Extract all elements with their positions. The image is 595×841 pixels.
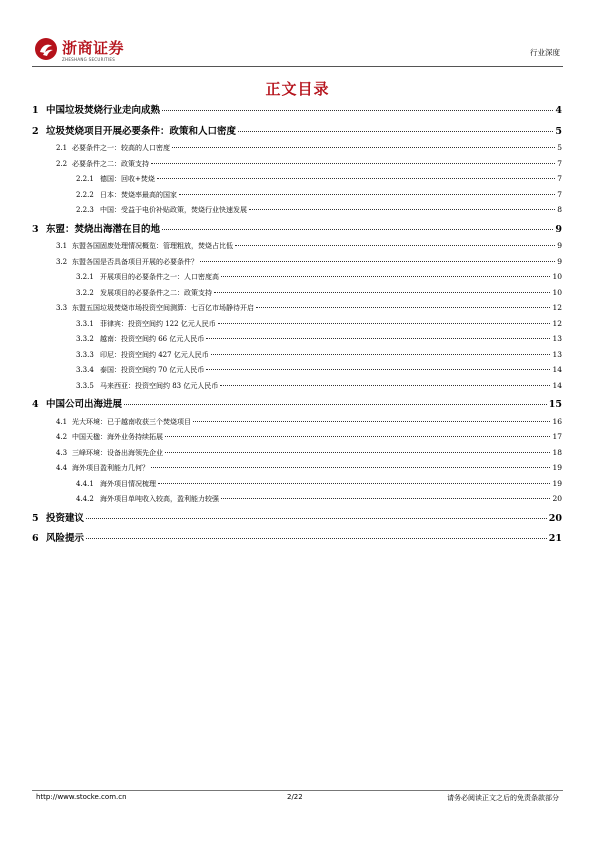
toc-entry-title: 垃圾焚烧项目开展必要条件：政策和人口密度 <box>46 125 237 137</box>
report-type-tag: 行业深度 <box>530 48 560 57</box>
toc-dot-leader <box>86 538 547 539</box>
toc-entry-number: 6 <box>32 533 39 544</box>
footer-url[interactable]: http://www.stocke.com.cn <box>36 793 127 801</box>
toc-entry-number: 2.1 <box>56 144 68 152</box>
toc-entry-title: 日本：焚烧率最高的国家 <box>100 190 177 199</box>
toc-entry-number: 3.3.1 <box>76 319 94 328</box>
toc-entry-number: 3.3.5 <box>76 381 94 390</box>
toc-entry[interactable] <box>32 417 562 433</box>
toc-entry-page: 15 <box>548 399 562 410</box>
toc-dot-leader <box>211 354 551 355</box>
toc-dot-leader <box>218 323 551 324</box>
toc-entry-page: 4 <box>555 105 562 116</box>
toc-dot-leader <box>249 209 555 210</box>
toc-dot-leader <box>165 436 550 437</box>
toc-entry-page: 14 <box>552 365 562 374</box>
toc-dot-leader <box>124 404 547 405</box>
toc-entry[interactable] <box>32 174 562 190</box>
toc-entry[interactable] <box>32 396 562 417</box>
logo-english-name: ZHESHANG SECURITIES <box>62 57 116 62</box>
toc-entry-number: 4.4.2 <box>76 495 94 503</box>
toc-dot-leader <box>151 467 550 468</box>
toc-entry-number: 4.4.1 <box>76 479 94 488</box>
toc-dot-leader <box>162 229 553 230</box>
toc-entry[interactable] <box>32 432 562 448</box>
toc-entry-title: 德国：回收+焚烧 <box>100 175 155 183</box>
toc-entry[interactable] <box>32 159 562 175</box>
toc-entry-number: 2.2.3 <box>76 206 94 214</box>
toc-entry[interactable] <box>32 221 562 242</box>
toc-entry-page: 12 <box>552 303 562 312</box>
toc-entry[interactable] <box>32 123 562 144</box>
toc-dot-leader <box>214 292 550 293</box>
toc-entry-number: 2.2 <box>56 159 68 168</box>
logo-chinese-name: 浙商证券 <box>62 39 125 57</box>
toc-entry-title: 越南：投资空间约 66 亿元人民币 <box>100 335 205 343</box>
toc-entry-title: 东盟五国垃圾焚烧市场投资空间测算：七百亿市场静待开启 <box>72 304 254 312</box>
toc-dot-leader <box>157 178 555 179</box>
toc-dot-leader <box>200 261 555 262</box>
toc-entry-title: 东盟：焚烧出海潜在目的地 <box>46 223 161 235</box>
toc-entry-page: 16 <box>552 416 562 426</box>
toc-entry-number: 3.1 <box>56 242 68 250</box>
toc-dot-leader <box>193 421 550 422</box>
toc-dot-leader <box>220 385 550 386</box>
toc-dot-leader <box>165 452 550 453</box>
header-divider <box>32 66 563 67</box>
footer-page-number: 2/22 <box>287 793 303 801</box>
toc-entry-page: 14 <box>552 380 562 390</box>
toc-entry-page: 18 <box>552 447 562 457</box>
toc-entry[interactable] <box>32 272 562 288</box>
toc-entry[interactable] <box>32 143 562 159</box>
logo-mark-icon <box>34 37 58 61</box>
toc-dot-leader <box>206 338 550 339</box>
toc-entry-page: 19 <box>552 463 562 472</box>
toc-entry-title: 海外项目盈利能力几何？ <box>72 464 149 472</box>
toc-entry-number: 3.2.1 <box>76 273 94 281</box>
toc-entry-title: 印尼：投资空间约 427 亿元人民币 <box>100 350 209 359</box>
toc-entry-number: 3.3.2 <box>76 335 94 343</box>
toc-entry[interactable] <box>32 479 562 495</box>
toc-entry[interactable] <box>32 510 562 531</box>
toc-entry-page: 9 <box>557 241 562 250</box>
toc-entry-title: 必要条件之一：较高的人口密度 <box>72 144 170 152</box>
toc-entry-title: 菲律宾：投资空间约 122 亿元人民币 <box>100 319 216 328</box>
toc-entry-number: 3.3.3 <box>76 350 94 359</box>
toc-entry-title: 发展项目的必要条件之二：政策支持 <box>100 288 212 297</box>
toc-entry-number: 3.3.4 <box>76 366 94 374</box>
toc-entry-title: 开展项目的必要条件之一：人口密度高 <box>100 273 219 281</box>
footer-disclaimer: 请务必阅读正文之后的免责条款部分 <box>447 794 559 802</box>
toc-entry-title: 中国公司出海进展 <box>46 399 123 410</box>
toc-entry-number: 4.3 <box>56 448 68 457</box>
toc-entry[interactable] <box>32 530 562 551</box>
toc-entry[interactable] <box>32 257 562 273</box>
toc-entry-page: 20 <box>548 512 562 524</box>
toc-entry[interactable] <box>32 350 562 366</box>
toc-entry-page: 5 <box>557 143 562 152</box>
toc-dot-leader <box>86 518 547 519</box>
toc-title: 正文目录 <box>265 80 330 98</box>
toc-entry[interactable] <box>32 303 562 319</box>
toc-entry-page: 19 <box>552 478 562 488</box>
toc-entry-page: 9 <box>555 223 562 235</box>
toc-entry[interactable] <box>32 190 562 206</box>
toc-entry-title: 投资建议 <box>46 512 85 524</box>
toc-entry-number: 2.2.2 <box>76 190 94 199</box>
toc-entry-title: 东盟各国是否具备项目开展的必要条件？ <box>72 257 198 266</box>
toc-entry-title: 泰国：投资空间约 70 亿元人民币 <box>100 366 205 374</box>
toc-entry-number: 5 <box>32 512 39 524</box>
toc-entry-page: 8 <box>557 205 562 214</box>
footer-divider <box>32 790 563 791</box>
toc-entry[interactable] <box>32 463 562 479</box>
toc-dot-leader <box>221 498 550 499</box>
toc-entry-number: 3.2.2 <box>76 288 94 297</box>
toc-entry-number: 2.2.1 <box>76 175 94 183</box>
toc-entry-title: 中国垃圾焚烧行业走向成熟 <box>46 105 161 116</box>
toc-entry-page: 9 <box>557 256 562 266</box>
toc-entry-page: 12 <box>552 318 562 328</box>
toc-entry-page: 5 <box>555 125 562 137</box>
toc-dot-leader <box>162 110 553 111</box>
toc-entry-title: 中国：受益于电价补贴政策，焚烧行业快速发展 <box>100 206 247 214</box>
toc-entry-title: 光大环境：已于越南收获三个焚烧项目 <box>72 417 191 426</box>
toc-entry[interactable] <box>32 241 562 257</box>
toc-entry-title: 风险提示 <box>46 533 85 544</box>
toc-entry-title: 必要条件之二：政策支持 <box>72 159 149 168</box>
toc-entry-number: 3.2 <box>56 257 68 266</box>
company-logo <box>32 36 152 66</box>
toc-entry-title: 三峰环境：设备出海领先企业 <box>72 448 163 457</box>
toc-dot-leader <box>235 245 555 246</box>
toc-entry-number: 4.2 <box>56 433 68 441</box>
toc-entry-page: 13 <box>552 349 562 359</box>
toc-entry-number: 3 <box>32 223 39 235</box>
toc-entry-number: 4 <box>32 399 39 410</box>
toc-entry-number: 1 <box>32 105 39 116</box>
toc-entry-title: 海外项目情况梳理 <box>100 479 156 488</box>
toc-dot-leader <box>221 276 550 277</box>
toc-entry-page: 21 <box>548 533 562 544</box>
toc-entry-title: 海外项目单吨收入较高，盈利能力较强 <box>100 495 219 503</box>
toc-entry[interactable] <box>32 448 562 464</box>
toc-entry-page: 13 <box>552 334 562 343</box>
page-header <box>32 36 560 66</box>
toc-entry[interactable] <box>32 205 562 221</box>
toc-dot-leader <box>151 163 555 164</box>
toc-entry-number: 4.4 <box>56 464 68 472</box>
toc-entry-page: 10 <box>552 287 562 297</box>
toc-entry-number: 3.3 <box>56 304 68 312</box>
toc-entry-title: 东盟各国固废处理情况概览：管理粗放，焚烧占比低 <box>72 242 233 250</box>
toc-entry[interactable] <box>32 494 562 510</box>
toc-entry[interactable] <box>32 334 562 350</box>
toc-entry-page: 17 <box>552 432 562 441</box>
toc-dot-leader <box>158 483 550 484</box>
toc-entry-number: 2 <box>32 125 39 137</box>
toc-entry-page: 20 <box>552 494 562 503</box>
toc-dot-leader <box>179 194 555 195</box>
table-of-contents <box>32 102 562 551</box>
toc-entry[interactable] <box>32 102 562 123</box>
toc-entry[interactable] <box>32 365 562 381</box>
toc-dot-leader <box>256 307 550 308</box>
toc-dot-leader <box>238 131 553 132</box>
toc-entry-page: 7 <box>557 174 562 183</box>
toc-entry[interactable] <box>32 288 562 304</box>
toc-dot-leader <box>206 369 550 370</box>
toc-entry-number: 4.1 <box>56 417 68 426</box>
toc-entry-page: 10 <box>552 272 562 281</box>
toc-entry-title: 中国天楹：海外业务持续拓展 <box>72 433 163 441</box>
toc-entry[interactable] <box>32 381 562 397</box>
toc-dot-leader <box>172 147 555 148</box>
toc-entry[interactable] <box>32 319 562 335</box>
toc-entry-page: 7 <box>557 158 562 168</box>
toc-entry-title: 马来西亚：投资空间约 83 亿元人民币 <box>100 381 219 390</box>
toc-entry-page: 7 <box>557 189 562 199</box>
